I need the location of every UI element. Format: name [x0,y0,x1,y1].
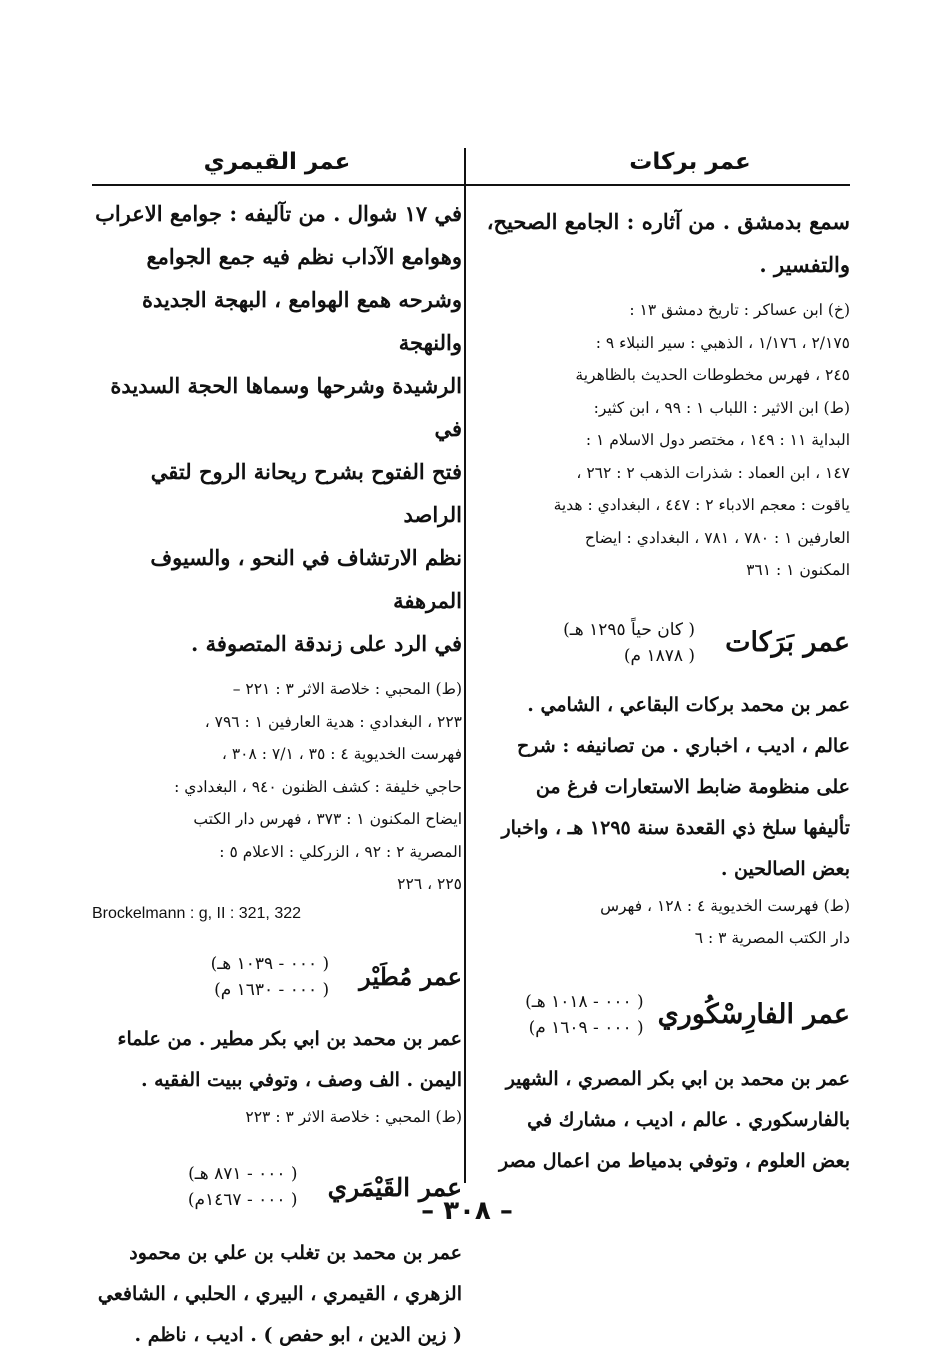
text-line: عمر بن محمد بن ابي بكر مطير . من علماء [117,1027,462,1050]
entry-name: عمر الفارِسْكُوري [657,999,850,1030]
right-header-rule [460,184,850,186]
entry-heading-umar-fariskuri [470,989,850,1041]
gregorian-date: ( ١٨٧٨ م) [623,645,696,666]
text-line: الزهري ، القيمري ، البيري ، الحلبي ، الشافعي [97,1283,462,1305]
reference-line: فهرست الخديوية ٤ : ٣٥ ، ٧/١ : ٣٠٨ ، [221,745,462,763]
reference-line: ٢٤٥ ، فهرس مخطوطات الحديث بالظاهرية [575,366,850,384]
text-line: بالفارسكوري . عالم ، اديب ، مشارك في [527,1108,850,1131]
text-line: نظم الارتشاف في النحو ، والسيوف المرهفة [150,545,462,613]
reference-line: (ط) ابن الاثير : اللباب ١ : ٩٩ ، ابن كثير: [593,398,850,417]
reference-line: دار الكتب المصرية ٣ : ٦ [694,929,850,947]
entry-name: عمر مُطَيْر [359,962,462,991]
text-line: وهوامع الآداب نظم فيه جمع الجوامع [146,244,462,269]
text-line: بعض الصالحين . [720,857,850,880]
reference-line: ١٤٧ ، ابن العماد : شذرات الذهب ٢ : ٢٦٢ ، [576,463,850,482]
reference-line: حاجي خليفة : كشف الظنون ٩٤٠ ، البغدادي : [174,777,462,796]
text-line: وشرحه همع الهوامع ، البهجة الجديدة والنهجة [141,287,462,355]
entry-body [92,1019,462,1101]
entry-heading-umar-mutair [92,951,462,1003]
reference-line: ٢٢٣ ، البغدادي : هدية العارفين ١ : ٧٩٦ ، [204,712,462,731]
right-references [470,294,850,587]
reference-line: المصرية ٢ : ٩٢ ، الزركلي : الاعلام ٥ : [219,842,462,861]
text-line: الرشيدة وشرحها وسماها الحجة السديدة في [110,373,462,441]
reference-line: (خ) ابن عساكر : تاريخ دمشق ١٣ : [629,301,850,319]
left-continuation [92,192,462,665]
text-line: عمر بن محمد بركات البقاعي ، الشامي . [527,693,850,716]
text-line: على منظومة ضابط الاستعارات فرغ من [535,775,850,798]
gregorian-date: ( ٠٠٠ - ١٦٠٩ م) [528,1017,644,1038]
gregorian-date: ( ٠٠٠ - ١٦٣٠ م) [214,979,330,1000]
brockelmann-reference: Brockelmann : g, II : 321, 322 [92,904,302,922]
entry-references [470,890,850,955]
hijri-date: ( ٠٠٠ - ١٠٣٩ هـ) [210,953,330,974]
left-column [92,140,462,1356]
reference-line: (ط) فهرست الخديوية ٤ : ١٢٨ ، فهرس [600,896,850,915]
entry-dates [211,951,330,1003]
left-header-rule [92,184,462,186]
hijri-date: ( كان حياً ١٢٩٥ هـ) [563,619,696,640]
reference-line: العارفين ١ : ٧٨٠ ، ٧٨١ ، البغدادي : ايضاح [584,528,850,547]
text-line: والتفسير . [759,252,850,277]
hijri-date: ( ٠٠٠ - ١٠١٨ هـ) [525,991,644,1012]
reference-line: البداية ١١ : ١٤٩ ، مختصر دول الاسلام ١ : [585,431,850,449]
text-line: اليمن . الف وصف ، وتوفي ببيت الفقيه . [140,1068,462,1091]
reference-line: ياقوت : معجم الادباء ٢ : ٤٤٧ ، البغدادي : هدية [553,496,850,514]
right-continuation [470,200,850,286]
right-column-header: عمر بركات [629,149,751,175]
entry-body [92,1233,462,1356]
entry-body [470,685,850,890]
hijri-date: ( ٠٠٠ - ٨٧١ هـ) [188,1164,298,1184]
text-line: في ١٧ شوال . من تآليفه : جوامع الاعراب [95,201,462,226]
entry-name: عمر بَرَكات [725,627,850,658]
page-number: – ٣٠٨ – [421,1196,513,1226]
entry-dates [525,989,644,1041]
text-line: ( زين الدين ، ابو حفص ) . اديب ، ناظم . [134,1324,462,1346]
text-line: عمر بن محمد بن ابي بكر المصري ، الشهير [505,1067,850,1090]
left-column-header: عمر القيمري [203,149,351,175]
reference-line: ٢٢٥ ، ٢٢٦ [397,875,462,893]
reference-line: (ط) المحبي : خلاصة الاثر ٣ : ٢٢١ – [232,680,462,698]
text-line: تأليفها سلخ ذي القعدة سنة ١٢٩٥ هـ ، واخبار [501,816,850,839]
reference-line: ايضاح المكنون ١ : ٣٧٣ ، فهرس دار الكتب [193,810,462,828]
gregorian-date: ( ٠٠٠ - ١٤٦٧م) [187,1190,298,1210]
entry-name: عمر القَيْمَري [327,1172,462,1202]
reference-line: المكنون ١ : ٣٦١ [746,561,850,579]
right-column [470,140,850,1182]
left-references [92,673,462,901]
reference-line: ٢/١٧٥ ، ١/١٧٦ ، الذهبي : سير النبلاء ٩ : [595,333,850,352]
text-line: عمر بن محمد بن تغلب بن علي بن محمود [129,1242,462,1264]
text-line: فتح الفتوح بشرح ريحانة الروح لتقي الراصد [150,459,462,527]
entry-heading-umar-barakat [470,617,850,669]
entry-dates [563,617,695,669]
reference-line: (ط) المحبي : خلاصة الاثر ٣ : ٢٢٣ [245,1107,462,1126]
text-line: سمع بدمشق . من آثاره : الجامع الصحيح، [486,209,850,234]
text-line: عالم ، اديب ، اخباري . من تصانيفه : شرح [517,734,850,757]
column-divider [464,148,466,1183]
entry-references [92,1101,462,1134]
text-line: في الرد على زندقة المتصوفة . [191,631,462,656]
entry-body [470,1059,850,1182]
text-line: بعض العلوم ، وتوفي بدمياط من اعمال مصر [499,1149,850,1172]
